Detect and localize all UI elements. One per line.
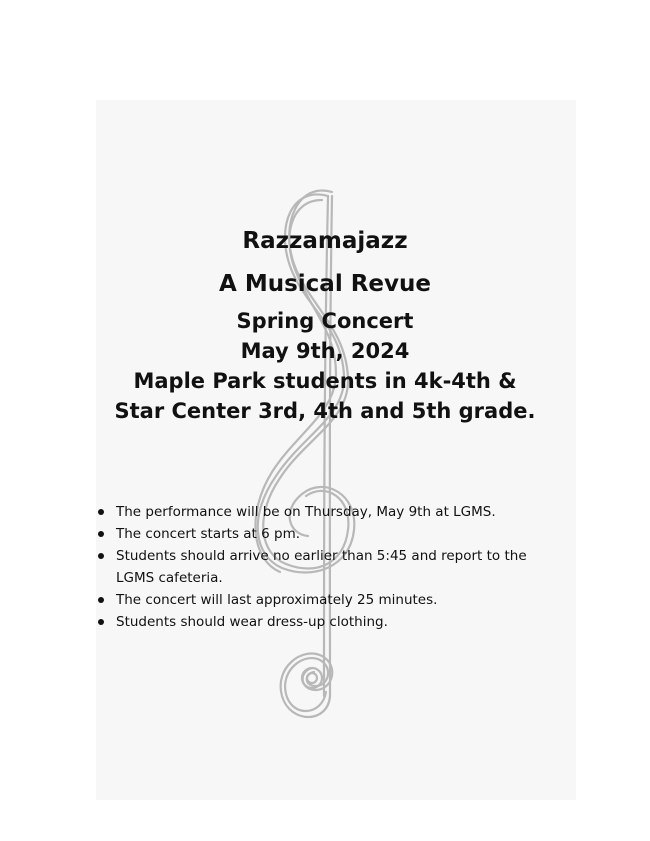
event-subtitle: A Musical Revue — [219, 271, 431, 297]
participants-line-1: Maple Park students in 4k-4th & — [133, 369, 517, 393]
detail-text: The concert starts at 6 pm. — [116, 526, 301, 542]
participants-line-2: Star Center 3rd, 4th and 5th grade. — [114, 399, 536, 423]
list-item — [96, 523, 566, 545]
list-item — [96, 611, 566, 633]
bullet-icon — [98, 597, 104, 603]
details-list — [96, 501, 566, 633]
detail-text: The concert will last approximately 25 minutes. — [116, 592, 438, 608]
event-name: Spring Concert — [236, 309, 414, 333]
event-title: Razzamajazz — [242, 228, 408, 254]
detail-text: The performance will be on Thursday, May 9th at LGMS. — [116, 504, 496, 520]
flyer-heading — [0, 228, 650, 426]
list-item — [96, 501, 566, 523]
bullet-icon — [98, 531, 104, 537]
detail-text: Students should arrive no earlier than 5:45 and report to the LGMS cafeteria. — [116, 548, 527, 586]
detail-text: Students should wear dress-up clothing. — [116, 614, 388, 630]
list-item — [96, 589, 566, 611]
bullet-icon — [98, 619, 104, 625]
event-date: May 9th, 2024 — [240, 339, 410, 363]
bullet-icon — [98, 509, 104, 515]
list-item — [96, 545, 566, 589]
bullet-icon — [98, 553, 104, 559]
